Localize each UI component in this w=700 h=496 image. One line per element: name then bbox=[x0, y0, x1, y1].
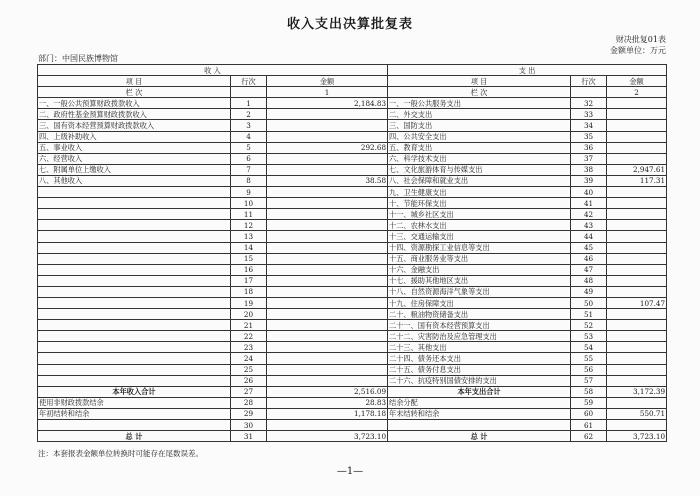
expense-row-no: 51 bbox=[571, 309, 607, 320]
department-label: 部门：中国民族博物馆 bbox=[38, 54, 118, 63]
table-row bbox=[38, 198, 667, 209]
expense-row-no: 38 bbox=[571, 164, 607, 175]
income-item: 六、经营收入 bbox=[38, 153, 231, 164]
expense-amount bbox=[607, 253, 667, 264]
table-row bbox=[38, 98, 667, 109]
table-row bbox=[38, 286, 667, 297]
income-expense-table bbox=[37, 64, 667, 442]
expense-row-no: 40 bbox=[571, 187, 607, 198]
expense-amount bbox=[607, 120, 667, 131]
table-row bbox=[38, 353, 667, 364]
income-row-no: 1 bbox=[231, 98, 267, 109]
income-row-no: 2 bbox=[231, 109, 267, 120]
footnote: 注：本套报表金额单位转换时可能存在尾数误差。 bbox=[38, 449, 203, 458]
expense-header: 支 出 bbox=[388, 65, 667, 76]
expense-item: 总 计 bbox=[388, 431, 571, 442]
expense-amount bbox=[607, 264, 667, 275]
expense-item-header: 项 目 bbox=[388, 76, 571, 87]
expense-row-no: 37 bbox=[571, 153, 607, 164]
expense-amount bbox=[607, 142, 667, 153]
expense-item: 十三、交通运输支出 bbox=[388, 231, 571, 242]
income-item: 年初结转和结余 bbox=[38, 408, 231, 419]
expense-item: 结余分配 bbox=[388, 397, 571, 408]
income-row-no: 19 bbox=[231, 297, 267, 308]
expense-item: 十五、商业服务业等支出 bbox=[388, 253, 571, 264]
income-row-no: 5 bbox=[231, 142, 267, 153]
income-row-no: 23 bbox=[231, 342, 267, 353]
income-amount bbox=[267, 164, 388, 175]
table-row bbox=[38, 109, 667, 120]
expense-amount bbox=[607, 220, 667, 231]
expense-amount bbox=[607, 153, 667, 164]
expense-item: 九、卫生健康支出 bbox=[388, 187, 571, 198]
table-row bbox=[38, 120, 667, 131]
income-row-no: 15 bbox=[231, 253, 267, 264]
expense-row-no: 55 bbox=[571, 353, 607, 364]
income-amount: 28.83 bbox=[267, 397, 388, 408]
income-row-no-header: 行次 bbox=[231, 76, 267, 87]
expense-amount bbox=[607, 353, 667, 364]
income-amount bbox=[267, 364, 388, 375]
income-amount bbox=[267, 220, 388, 231]
table-row bbox=[38, 175, 667, 186]
income-amount-header: 金额 bbox=[267, 76, 388, 87]
expense-row-no: 46 bbox=[571, 253, 607, 264]
page-number: —1— bbox=[336, 466, 364, 477]
income-amount bbox=[267, 375, 388, 386]
table-row bbox=[38, 408, 667, 419]
income-row-no: 13 bbox=[231, 231, 267, 242]
income-amount bbox=[267, 420, 388, 431]
table-row bbox=[38, 264, 667, 275]
income-item bbox=[38, 331, 231, 342]
table-row bbox=[38, 386, 667, 397]
income-amount bbox=[267, 198, 388, 209]
income-row-no: 12 bbox=[231, 220, 267, 231]
expense-item: 二十三、其他支出 bbox=[388, 342, 571, 353]
expense-row-no: 44 bbox=[571, 231, 607, 242]
income-item bbox=[38, 264, 231, 275]
income-col-label: 栏 次 bbox=[38, 87, 231, 98]
income-item bbox=[38, 220, 231, 231]
income-row-no: 8 bbox=[231, 175, 267, 186]
income-amount bbox=[267, 153, 388, 164]
expense-amount bbox=[607, 275, 667, 286]
expense-item: 二十一、国有资本经营预算支出 bbox=[388, 320, 571, 331]
table-row bbox=[38, 142, 667, 153]
expense-row-no: 41 bbox=[571, 198, 607, 209]
expense-amount bbox=[607, 187, 667, 198]
expense-item: 二十、粮油物资储备支出 bbox=[388, 309, 571, 320]
expense-item: 五、教育支出 bbox=[388, 142, 571, 153]
income-row-no: 9 bbox=[231, 187, 267, 198]
expense-row-no: 53 bbox=[571, 331, 607, 342]
income-row-no: 20 bbox=[231, 309, 267, 320]
expense-amount: 117.31 bbox=[607, 175, 667, 186]
income-amount bbox=[267, 209, 388, 220]
table-row bbox=[38, 253, 667, 264]
expense-item: 二十二、灾害防治及应急管理支出 bbox=[388, 331, 571, 342]
income-item: 总 计 bbox=[38, 431, 231, 442]
header-row-columns bbox=[38, 76, 667, 87]
table-row bbox=[38, 275, 667, 286]
expense-item: 二十四、债务还本支出 bbox=[388, 353, 571, 364]
income-item: 二、政府性基金预算财政拨款收入 bbox=[38, 109, 231, 120]
income-row-no: 31 bbox=[231, 431, 267, 442]
expense-row-no: 61 bbox=[571, 420, 607, 431]
expense-row-no: 56 bbox=[571, 364, 607, 375]
table-row bbox=[38, 164, 667, 175]
form-code: 财决批复01表 bbox=[615, 35, 666, 44]
expense-amount bbox=[607, 98, 667, 109]
expense-amount bbox=[607, 286, 667, 297]
expense-row-no: 36 bbox=[571, 142, 607, 153]
table-row bbox=[38, 242, 667, 253]
expense-item: 二十六、抗疫特别国债安排的支出 bbox=[388, 375, 571, 386]
income-amount: 38.58 bbox=[267, 175, 388, 186]
expense-row-no: 50 bbox=[571, 297, 607, 308]
table-row bbox=[38, 431, 667, 442]
income-item bbox=[38, 364, 231, 375]
table-row bbox=[38, 231, 667, 242]
expense-col-number: 2 bbox=[607, 87, 667, 98]
income-row-no: 21 bbox=[231, 320, 267, 331]
table-row bbox=[38, 342, 667, 353]
income-row-no: 22 bbox=[231, 331, 267, 342]
table-row bbox=[38, 397, 667, 408]
expense-row-no: 58 bbox=[571, 386, 607, 397]
expense-row-no: 32 bbox=[571, 98, 607, 109]
table-row bbox=[38, 209, 667, 220]
expense-item: 十、节能环保支出 bbox=[388, 198, 571, 209]
expense-row-no-header: 行次 bbox=[571, 76, 607, 87]
income-item: 三、国有资本经营预算财政拨款收入 bbox=[38, 120, 231, 131]
expense-amount bbox=[607, 331, 667, 342]
expense-amount bbox=[607, 397, 667, 408]
expense-row-no: 33 bbox=[571, 109, 607, 120]
income-amount bbox=[267, 187, 388, 198]
income-row-no: 25 bbox=[231, 364, 267, 375]
expense-row-no: 59 bbox=[571, 397, 607, 408]
income-amount: 2,184.83 bbox=[267, 98, 388, 109]
expense-row-no: 54 bbox=[571, 342, 607, 353]
expense-row-no: 48 bbox=[571, 275, 607, 286]
income-amount: 2,516.09 bbox=[267, 386, 388, 397]
expense-row-no: 47 bbox=[571, 264, 607, 275]
expense-amount bbox=[607, 231, 667, 242]
income-row-no: 17 bbox=[231, 275, 267, 286]
expense-amount bbox=[607, 131, 667, 142]
header-row-index bbox=[38, 87, 667, 98]
table-row bbox=[38, 187, 667, 198]
expense-amount: 2,947.61 bbox=[607, 164, 667, 175]
expense-row-no: 52 bbox=[571, 320, 607, 331]
expense-item: 二十五、债务付息支出 bbox=[388, 364, 571, 375]
income-item bbox=[38, 297, 231, 308]
expense-col-label: 栏 次 bbox=[388, 87, 571, 98]
income-amount bbox=[267, 231, 388, 242]
income-amount: 1,178.18 bbox=[267, 408, 388, 419]
expense-item: 本年支出合计 bbox=[388, 386, 571, 397]
expense-item: 十一、城乡社区支出 bbox=[388, 209, 571, 220]
expense-amount bbox=[607, 209, 667, 220]
income-row-no: 14 bbox=[231, 242, 267, 253]
income-row-no: 28 bbox=[231, 397, 267, 408]
expense-amount bbox=[607, 420, 667, 431]
expense-amount: 3,723.10 bbox=[607, 431, 667, 442]
income-item bbox=[38, 320, 231, 331]
expense-row-no: 42 bbox=[571, 209, 607, 220]
expense-row-no: 39 bbox=[571, 175, 607, 186]
income-item bbox=[38, 342, 231, 353]
expense-row-no: 34 bbox=[571, 120, 607, 131]
income-row-no: 26 bbox=[231, 375, 267, 386]
expense-amount bbox=[607, 242, 667, 253]
expense-row-no: 62 bbox=[571, 431, 607, 442]
expense-item: 一、一般公共服务支出 bbox=[388, 98, 571, 109]
table-row bbox=[38, 375, 667, 386]
income-item bbox=[38, 309, 231, 320]
income-row-no: 10 bbox=[231, 198, 267, 209]
income-item bbox=[38, 353, 231, 364]
expense-amount bbox=[607, 364, 667, 375]
expense-item: 十九、住房保障支出 bbox=[388, 297, 571, 308]
table-row bbox=[38, 309, 667, 320]
income-row-no: 4 bbox=[231, 131, 267, 142]
expense-row-no: 60 bbox=[571, 408, 607, 419]
income-item bbox=[38, 253, 231, 264]
income-row-no: 11 bbox=[231, 209, 267, 220]
expense-item: 三、国防支出 bbox=[388, 120, 571, 131]
expense-amount: 3,172.39 bbox=[607, 386, 667, 397]
income-amount bbox=[267, 131, 388, 142]
expense-item: 十八、自然资源海洋气象等支出 bbox=[388, 286, 571, 297]
income-amount bbox=[267, 286, 388, 297]
table-row bbox=[38, 320, 667, 331]
table-row bbox=[38, 153, 667, 164]
income-item bbox=[38, 275, 231, 286]
expense-amount bbox=[607, 109, 667, 120]
expense-row-no: 57 bbox=[571, 375, 607, 386]
income-item bbox=[38, 231, 231, 242]
expense-row-no: 35 bbox=[571, 131, 607, 142]
income-item bbox=[38, 198, 231, 209]
income-amount bbox=[267, 320, 388, 331]
expense-amount: 550.71 bbox=[607, 408, 667, 419]
table-row bbox=[38, 364, 667, 375]
income-amount bbox=[267, 309, 388, 320]
expense-item: 四、公共安全支出 bbox=[388, 131, 571, 142]
expense-amount: 107.47 bbox=[607, 297, 667, 308]
expense-amount bbox=[607, 198, 667, 209]
income-row-no: 7 bbox=[231, 164, 267, 175]
income-amount bbox=[267, 353, 388, 364]
expense-amount-header: 金额 bbox=[607, 76, 667, 87]
table-row bbox=[38, 131, 667, 142]
income-item: 使用非财政拨款结余 bbox=[38, 397, 231, 408]
expense-amount bbox=[607, 342, 667, 353]
expense-row-no: 45 bbox=[571, 242, 607, 253]
income-item: 四、上级补助收入 bbox=[38, 131, 231, 142]
income-amount bbox=[267, 264, 388, 275]
table-row bbox=[38, 297, 667, 308]
income-amount bbox=[267, 342, 388, 353]
income-row-no: 6 bbox=[231, 153, 267, 164]
amount-unit: 金额单位：万元 bbox=[610, 46, 666, 55]
expense-item: 十二、农林水支出 bbox=[388, 220, 571, 231]
expense-item: 十四、资源勘探工业信息等支出 bbox=[388, 242, 571, 253]
expense-row-no: 43 bbox=[571, 220, 607, 231]
income-item bbox=[38, 242, 231, 253]
income-item bbox=[38, 187, 231, 198]
income-item bbox=[38, 420, 231, 431]
income-amount bbox=[267, 120, 388, 131]
page-title: 收入支出决算批复表 bbox=[286, 17, 413, 32]
income-row-no: 30 bbox=[231, 420, 267, 431]
expense-item: 十七、援助其他地区支出 bbox=[388, 275, 571, 286]
income-row-no: 3 bbox=[231, 120, 267, 131]
income-item: 本年收入合计 bbox=[38, 386, 231, 397]
income-item bbox=[38, 375, 231, 386]
table-row bbox=[38, 420, 667, 431]
expense-item: 十六、金融支出 bbox=[388, 264, 571, 275]
income-item-header: 项 目 bbox=[38, 76, 231, 87]
expense-item: 八、社会保障和就业支出 bbox=[388, 175, 571, 186]
income-amount: 292.68 bbox=[267, 142, 388, 153]
expense-amount bbox=[607, 309, 667, 320]
income-item: 七、附属单位上缴收入 bbox=[38, 164, 231, 175]
income-col-blank bbox=[231, 87, 267, 98]
header-row-section bbox=[38, 65, 667, 76]
income-amount bbox=[267, 242, 388, 253]
expense-col-blank bbox=[571, 87, 607, 98]
expense-amount bbox=[607, 375, 667, 386]
table-row bbox=[38, 331, 667, 342]
income-item: 一、一般公共预算财政拨款收入 bbox=[38, 98, 231, 109]
income-item: 五、事业收入 bbox=[38, 142, 231, 153]
expense-item: 年末结转和结余 bbox=[388, 408, 571, 419]
income-row-no: 16 bbox=[231, 264, 267, 275]
income-header: 收 入 bbox=[38, 65, 388, 76]
expense-item: 二、外交支出 bbox=[388, 109, 571, 120]
income-col-number: 1 bbox=[267, 87, 388, 98]
income-amount: 3,723.10 bbox=[267, 431, 388, 442]
expense-item bbox=[388, 420, 571, 431]
table-row bbox=[38, 220, 667, 231]
income-row-no: 27 bbox=[231, 386, 267, 397]
income-amount bbox=[267, 297, 388, 308]
income-amount bbox=[267, 331, 388, 342]
expense-row-no: 49 bbox=[571, 286, 607, 297]
income-row-no: 18 bbox=[231, 286, 267, 297]
expense-item: 六、科学技术支出 bbox=[388, 153, 571, 164]
income-item: 八、其他收入 bbox=[38, 175, 231, 186]
income-item bbox=[38, 286, 231, 297]
income-amount bbox=[267, 253, 388, 264]
expense-amount bbox=[607, 320, 667, 331]
expense-item: 七、文化旅游体育与传媒支出 bbox=[388, 164, 571, 175]
income-amount bbox=[267, 109, 388, 120]
income-row-no: 29 bbox=[231, 408, 267, 419]
income-item bbox=[38, 209, 231, 220]
income-row-no: 24 bbox=[231, 353, 267, 364]
income-amount bbox=[267, 275, 388, 286]
